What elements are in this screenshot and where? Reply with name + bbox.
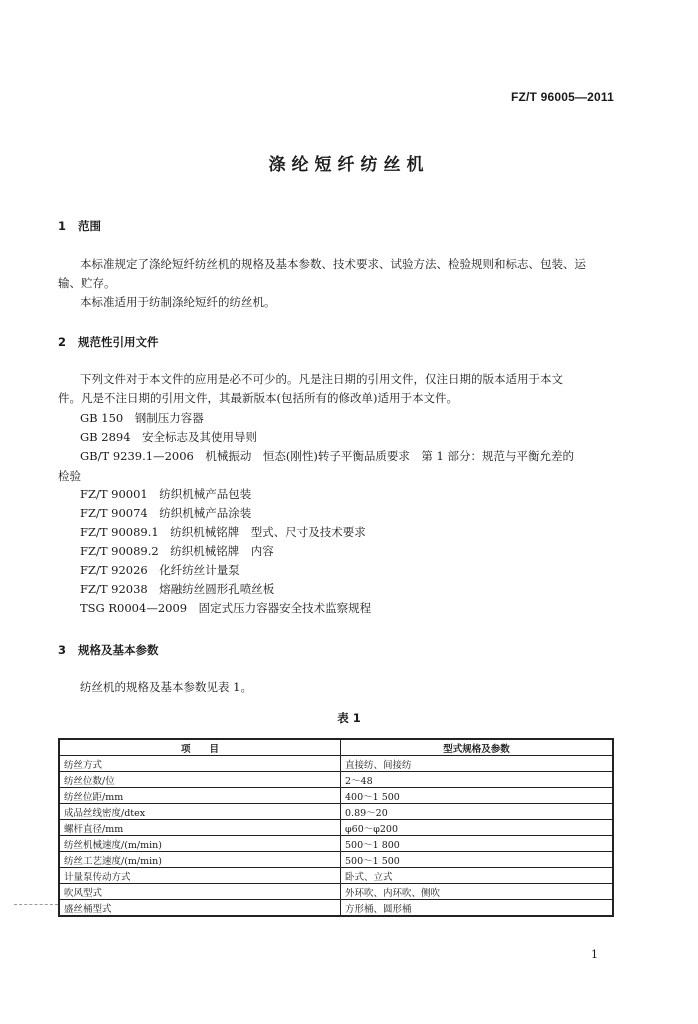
reference-item bbox=[80, 524, 366, 540]
table-row bbox=[59, 852, 613, 868]
document-title: 涤纶短纤纺丝机 bbox=[268, 155, 430, 175]
reference-item bbox=[80, 543, 274, 559]
specs-paragraph bbox=[58, 678, 618, 697]
reference-name: 熔融纺丝圆形孔喷丝板 bbox=[159, 582, 275, 596]
reference-code: FZ/T 90089.1 bbox=[80, 525, 159, 539]
table-cell: 纺丝位数/位 bbox=[59, 772, 341, 788]
reference-wrap-line: 检验 bbox=[58, 469, 81, 483]
reference-item bbox=[80, 429, 257, 445]
page-number: 1 bbox=[591, 948, 598, 961]
table-cell: 纺丝机械速度/(m/min) bbox=[59, 836, 341, 852]
table-row bbox=[59, 820, 613, 836]
table-row bbox=[59, 788, 613, 804]
scope-paragraph bbox=[58, 255, 618, 312]
section-title: 规范性引用文件 bbox=[78, 335, 159, 349]
text-line bbox=[58, 293, 618, 312]
reference-item bbox=[80, 562, 240, 578]
reference-code: GB 150 bbox=[80, 411, 124, 425]
table-row bbox=[59, 772, 613, 788]
standard-code: FZ/T 96005—2011 bbox=[510, 90, 614, 104]
reference-code: GB 2894 bbox=[80, 430, 131, 444]
table-row bbox=[59, 868, 613, 884]
reference-item bbox=[80, 486, 251, 502]
text-line: 输、贮存。 bbox=[58, 276, 116, 290]
text: 纺丝机的规格及基本参数见表 1。 bbox=[80, 680, 252, 694]
column-header: 项 目 bbox=[59, 739, 341, 756]
table-cell: 吹风型式 bbox=[59, 884, 341, 900]
table-cell: 0.89～20 bbox=[341, 804, 614, 820]
table-cell: 方形桶、圆形桶 bbox=[341, 900, 614, 917]
column-header: 型式规格及参数 bbox=[341, 739, 614, 756]
section-2-heading bbox=[58, 334, 159, 350]
table-row bbox=[59, 884, 613, 900]
reference-code: GB/T 9239.1—2006 bbox=[80, 449, 194, 463]
table-cell: 500～1 500 bbox=[341, 852, 614, 868]
section-number: 2 bbox=[58, 335, 67, 349]
reference-name: 纺织机械产品包装 bbox=[159, 487, 252, 501]
reference-name: 钢制压力容器 bbox=[134, 411, 204, 425]
table-cell: 400～1 500 bbox=[341, 788, 614, 804]
section-number: 1 bbox=[58, 219, 67, 233]
text-line: 件。凡是不注日期的引用文件，其最新版本(包括所有的修改单)适用于本文件。 bbox=[58, 391, 458, 405]
table-cell: 500～1 800 bbox=[341, 836, 614, 852]
reference-code: FZ/T 90074 bbox=[80, 506, 148, 520]
text-line bbox=[58, 678, 618, 697]
section-title: 范围 bbox=[78, 219, 101, 233]
reference-name: 固定式压力容器安全技术监察规程 bbox=[198, 601, 372, 615]
table-row bbox=[59, 836, 613, 852]
reference-item bbox=[80, 505, 251, 521]
table-cell: 2～48 bbox=[341, 772, 614, 788]
table-cell: 盛丝桶型式 bbox=[59, 900, 341, 917]
table-cell: 计量泵传动方式 bbox=[59, 868, 341, 884]
table-cell: 外环吹、内环吹、侧吹 bbox=[341, 884, 614, 900]
reference-name: 纺织机械产品涂装 bbox=[159, 506, 252, 520]
reference-item bbox=[80, 448, 574, 464]
table-row bbox=[59, 804, 613, 820]
reference-name: 安全标志及其使用导则 bbox=[142, 430, 258, 444]
section-title: 规格及基本参数 bbox=[78, 643, 159, 657]
table-cell: 成品丝线密度/dtex bbox=[59, 804, 341, 820]
section-number: 3 bbox=[58, 643, 67, 657]
reference-name: 纺织机械铭牌 内容 bbox=[170, 544, 274, 558]
text: 本标准规定了涤纶短纤纺丝机的规格及基本参数、技术要求、试验方法、检验规则和标志、包装、运 bbox=[80, 257, 586, 271]
text-line bbox=[58, 370, 618, 389]
table-cell: 纺丝位距/mm bbox=[59, 788, 341, 804]
reference-item bbox=[80, 581, 274, 597]
reference-name: 机械振动 恒态(刚性)转子平衡品质要求 第 1 部分：规范与平衡允差的 bbox=[205, 449, 574, 463]
reference-item bbox=[80, 600, 371, 616]
reference-name: 化纤纺丝计量泵 bbox=[159, 563, 240, 577]
section-3-heading bbox=[58, 642, 159, 658]
reference-code: FZ/T 90089.2 bbox=[80, 544, 159, 558]
text-line bbox=[58, 255, 618, 274]
table-cell: 纺丝工艺速度/(m/min) bbox=[59, 852, 341, 868]
table-cell: φ60～φ200 bbox=[341, 820, 614, 836]
section-1-heading bbox=[58, 218, 101, 234]
spec-table bbox=[58, 738, 614, 917]
table-cell: 直接纺、间接纺 bbox=[341, 756, 614, 772]
table-cell: 卧式、立式 bbox=[341, 868, 614, 884]
reference-code: FZ/T 90001 bbox=[80, 487, 148, 501]
reference-code: TSG R0004—2009 bbox=[80, 601, 188, 615]
margin-dash-mark bbox=[14, 904, 58, 905]
table-row bbox=[59, 900, 613, 917]
normative-intro bbox=[58, 370, 618, 408]
table-caption: 表 1 bbox=[337, 711, 361, 725]
table-cell: 纺丝方式 bbox=[59, 756, 341, 772]
reference-name: 纺织机械铭牌 型式、尺寸及技术要求 bbox=[170, 525, 366, 539]
text: 本标准适用于纺制涤纶短纤的纺丝机。 bbox=[80, 295, 276, 309]
reference-code: FZ/T 92038 bbox=[80, 582, 148, 596]
table-row bbox=[59, 756, 613, 772]
table-cell: 螺杆直径/mm bbox=[59, 820, 341, 836]
table-header-row bbox=[59, 739, 613, 756]
reference-item bbox=[80, 410, 204, 426]
text: 下列文件对于本文件的应用是必不可少的。凡是注日期的引用文件，仅注日期的版本适用于本文 bbox=[80, 372, 563, 386]
reference-code: FZ/T 92026 bbox=[80, 563, 148, 577]
